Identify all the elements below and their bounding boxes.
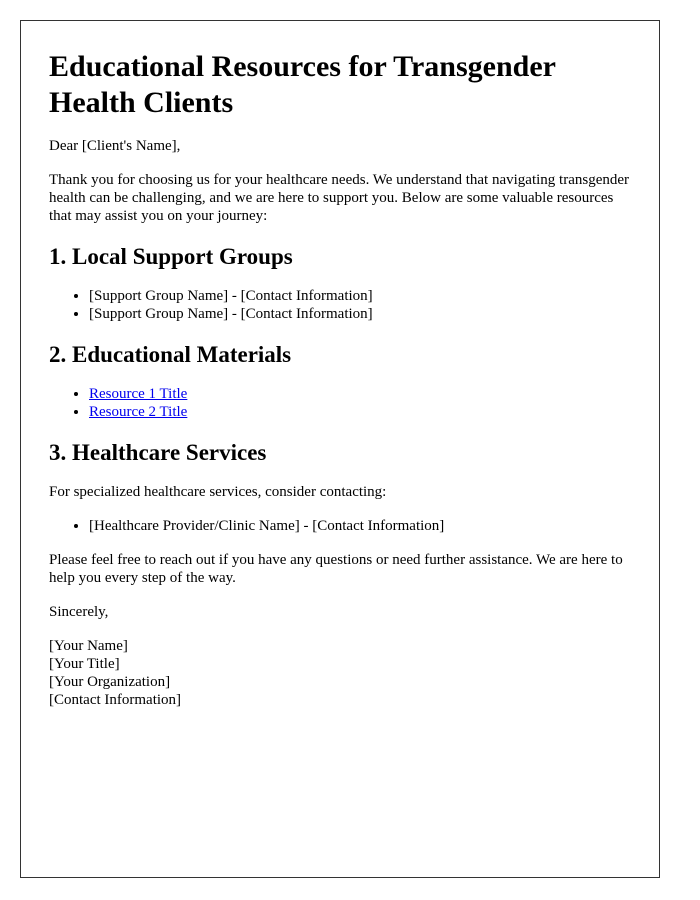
section-heading-support-groups: 1. Local Support Groups <box>49 244 293 269</box>
page-title: Educational Resources for Transgender Health Clients <box>49 50 556 119</box>
support-groups-list <box>49 287 631 323</box>
closing-paragraph: Please feel free to reach out if you have any questions or need further assistance. We are here to help you every step of the way. <box>49 552 623 586</box>
signature-contact: [Contact Information] <box>49 692 182 708</box>
list-item <box>89 403 631 421</box>
list-item: • [Support Group Name] - [Contact Information] <box>89 305 631 323</box>
section-heading-educational-materials: 2. Educational Materials <box>49 342 292 367</box>
educational-materials-list <box>49 385 631 421</box>
signature-organization: [Your Organization] <box>49 674 171 690</box>
section-heading-healthcare-services: 3. Healthcare Services <box>49 440 267 465</box>
signature-block <box>49 637 631 709</box>
greeting: Dear [Client's Name], <box>49 138 181 154</box>
letter-page <box>20 20 660 878</box>
resource-1-link[interactable]: Resource 1 Title <box>89 386 188 402</box>
list-item: • [Healthcare Provider/Clinic Name] - [Contact Information] <box>89 517 631 535</box>
list-item: • [Support Group Name] - [Contact Information] <box>89 287 631 305</box>
sign-off: Sincerely, <box>49 604 109 620</box>
services-text: For specialized healthcare services, consider contacting: <box>49 484 387 500</box>
signature-title: [Your Title] <box>49 656 120 672</box>
healthcare-services-list <box>49 517 631 535</box>
list-item <box>89 385 631 403</box>
intro-paragraph: Thank you for choosing us for your healthcare needs. We understand that navigating transgender health can be challenging, and we are here to support you. Below are some valuable resources that may assist you on your journey: <box>49 172 630 224</box>
resource-2-link[interactable]: Resource 2 Title <box>89 404 188 420</box>
signature-name: [Your Name] <box>49 638 128 654</box>
